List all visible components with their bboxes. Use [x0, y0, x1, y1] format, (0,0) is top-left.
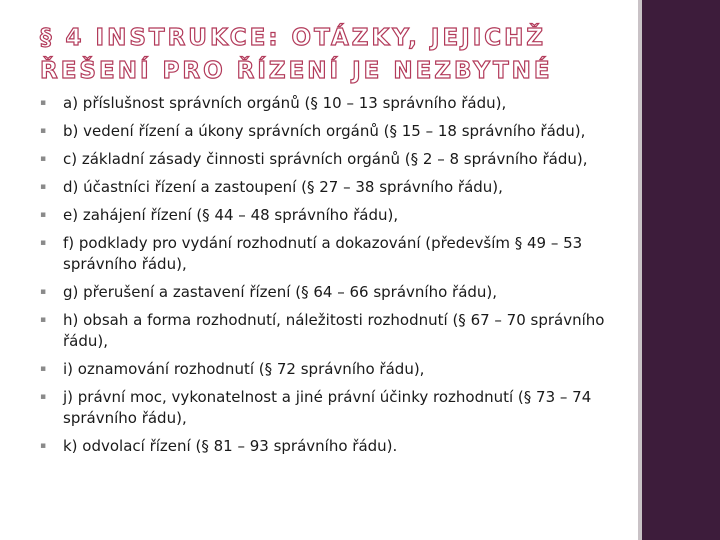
decorative-sidebar: [642, 0, 720, 540]
list-item: [40, 177, 620, 198]
list-item-text: c) základní zásady činnosti správních orgánů (§ 2 – 8 správního řádu),: [63, 150, 588, 168]
slide-title: § 4 INSTRUKCE: OTÁZKY, JEJICHŽ ŘEŠENÍ PRO ŘÍZENÍ JE NEZBYTNÉ: [40, 25, 553, 84]
bullet-icon: ▪: [40, 182, 47, 192]
list-item-text: j) právní moc, vykonatelnost a jiné právní účinky rozhodnutí (§ 73 – 74 správního řádu),: [63, 388, 592, 427]
bullet-icon: ▪: [40, 238, 47, 248]
list-item-text: d) účastníci řízení a zastoupení (§ 27 – 38 správního řádu),: [63, 178, 503, 196]
instruction-list: [40, 93, 620, 464]
list-item-text: b) vedení řízení a úkony správních orgánů (§ 15 – 18 správního řádu),: [63, 122, 586, 140]
bullet-icon: ▪: [40, 364, 47, 374]
list-item: [40, 282, 620, 303]
list-item: [40, 359, 620, 380]
list-item: [40, 93, 620, 114]
bullet-icon: ▪: [40, 315, 47, 325]
list-item: [40, 233, 620, 275]
bullet-icon: ▪: [40, 210, 47, 220]
list-item-text: i) oznamování rozhodnutí (§ 72 správního řádu),: [63, 360, 425, 378]
list-item: [40, 149, 620, 170]
list-item: [40, 436, 620, 457]
list-item-text: f) podklady pro vydání rozhodnutí a dokazování (především § 49 – 53 správního řádu),: [63, 234, 583, 273]
list-item-text: e) zahájení řízení (§ 44 – 48 správního řádu),: [63, 206, 399, 224]
list-item-text: h) obsah a forma rozhodnutí, náležitosti rozhodnutí (§ 67 – 70 správního řádu),: [63, 311, 605, 350]
list-item-text: k) odvolací řízení (§ 81 – 93 správního řádu).: [63, 437, 398, 455]
list-item: [40, 205, 620, 226]
bullet-icon: ▪: [40, 441, 47, 451]
bullet-icon: ▪: [40, 392, 47, 402]
bullet-icon: ▪: [40, 154, 47, 164]
list-item: [40, 121, 620, 142]
bullet-icon: ▪: [40, 98, 47, 108]
list-item-text: a) příslušnost správních orgánů (§ 10 – 13 správního řádu),: [63, 94, 507, 112]
bullet-icon: ▪: [40, 287, 47, 297]
bullet-icon: ▪: [40, 126, 47, 136]
list-item: [40, 387, 620, 429]
list-item-text: g) přerušení a zastavení řízení (§ 64 – 66 správního řádu),: [63, 283, 498, 301]
list-item: [40, 310, 620, 352]
